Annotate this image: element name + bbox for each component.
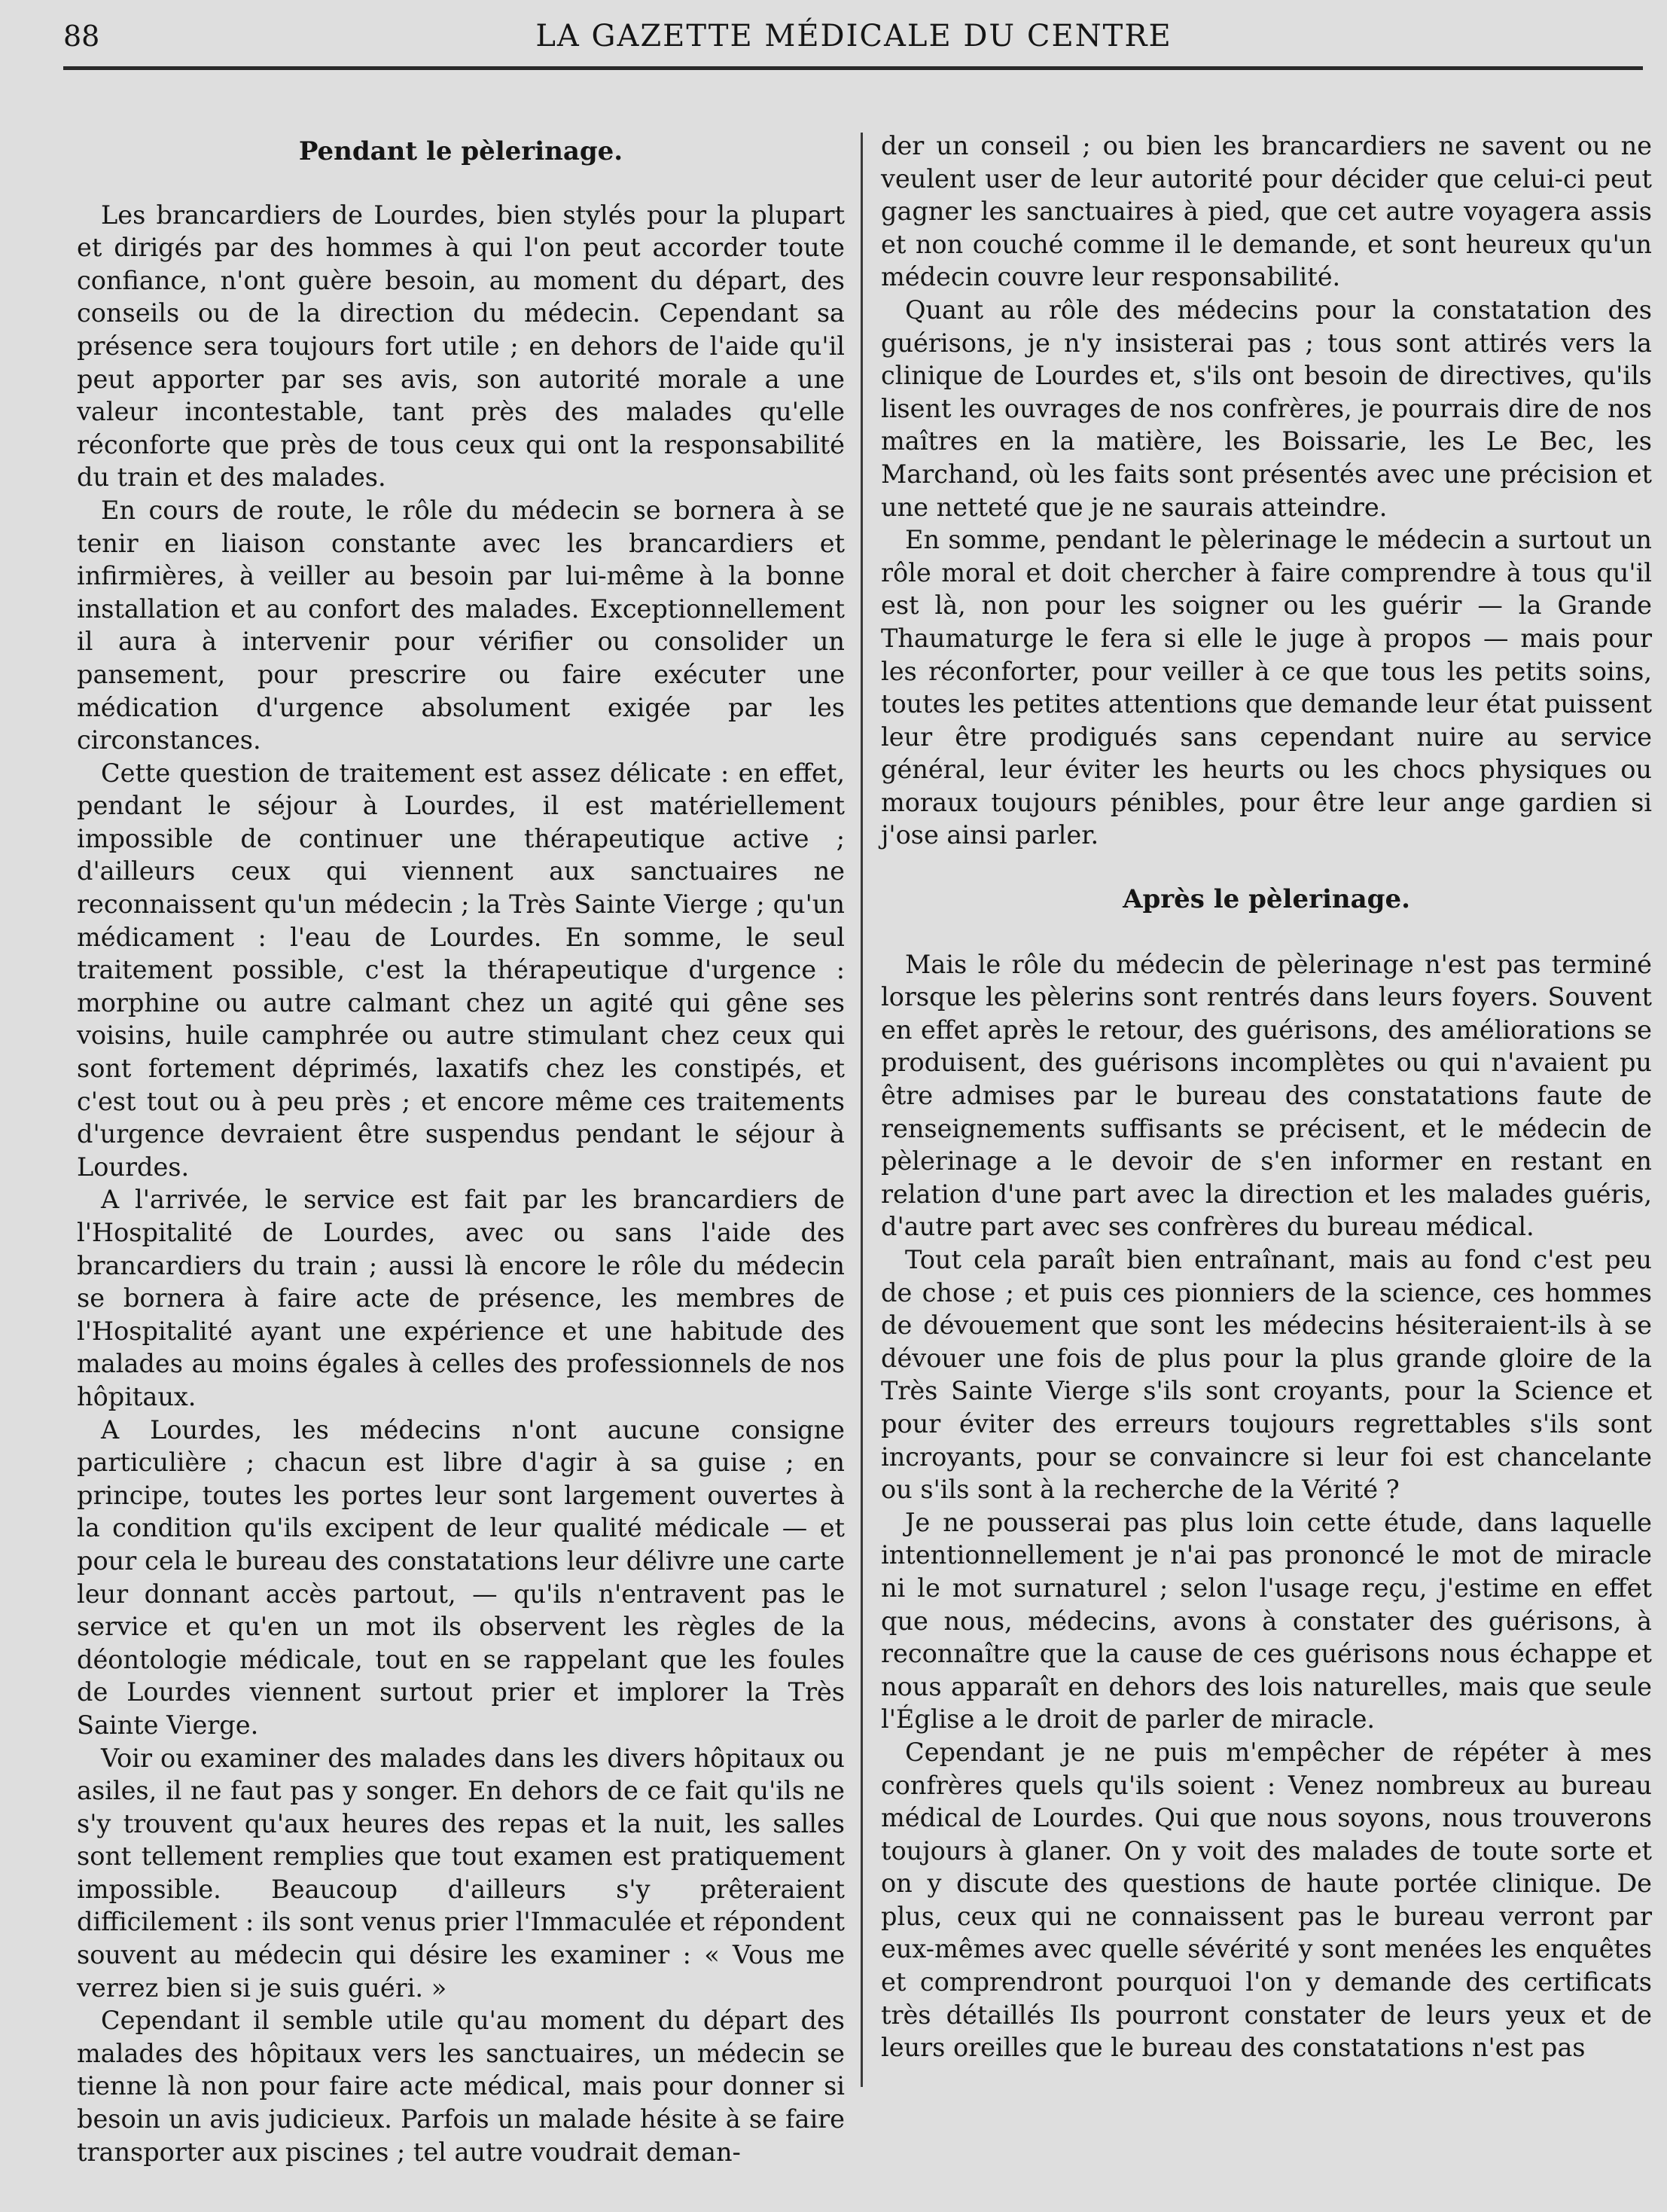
paragraph: Les brancardiers de Lourdes, bien stylés pour la plupart et dirigés par des hommes à qui l'on peut accorder toute confiance, n'ont guère besoin, au moment du départ, des conseils ou de la direction du médecin. Cependant sa présence sera toujours fort utile ; en dehors de l'aide qu'il peut apporter par ses avis, son autorité morale a une valeur incontestable, tant près des malades qu'elle réconforte que près de tous ceux qui ont la responsabilité du train et des malades. bbox=[77, 200, 845, 493]
paragraph: Voir ou examiner des malades dans les divers hôpitaux ou asiles, il ne faut pas y songer. En dehors de ce fait qu'ils ne s'y trouvent qu'aux heures des repas et la nuit, les salles sont tellement remplies que tout examen est pratiquement impossible. Beaucoup d'ailleurs s'y prêteraient difficilement : ils sont venus prier l'Immaculée et répondent souvent au médecin qui désire les examiner : « Vous me verrez bien si je suis guéri. » bbox=[77, 1743, 845, 2003]
journal-title: LA GAZETTE MÉDICALE DU CENTRE bbox=[535, 19, 1172, 53]
right-column bbox=[881, 130, 1652, 2064]
paragraph: En somme, pendant le pèlerinage le médecin a surtout un rôle moral et doit chercher à faire comprendre à tous qu'il est là, non pour les soigner ou les guérir — la Grande Thaumaturge le fera si elle le juge à propos — mais pour les réconforter, pour veiller à ce que tous les petits soins, toutes les petites attentions que demande leur état puissent leur être prodigués sans cependant nuire au service général, leur éviter les heurts ou les chocs physiques ou moraux toujours pénibles, pour être leur ange gardien si j'ose ainsi parler. bbox=[881, 525, 1652, 850]
left-column bbox=[77, 130, 845, 2168]
column-divider bbox=[861, 133, 863, 2087]
section-heading-after-pilgrimage: Après le pèlerinage. bbox=[1123, 884, 1410, 915]
paragraph: Cette question de traitement est assez délicate : en effet, pendant le séjour à Lourdes, il est matériellement impossible de continuer une thérapeutique active ; d'ailleurs ceux qui viennent aux sanctuaires ne reconnaissent qu'un médecin ; la Très Sainte Vierge ; qu'un médicament : l'eau de Lourdes. En somme, le seul traitement possible, c'est la thérapeutique d'urgence : morphine ou autre calmant chez un agité qui gêne ses voisins, huile camphrée ou autre stimulant chez ceux qui sont fortement déprimés, laxatifs chez les constipés, et c'est tout ou à peu près ; et encore même ces traitements d'urgence devraient être suspendus pendant le séjour à Lourdes. bbox=[77, 758, 845, 1182]
paragraph: Mais le rôle du médecin de pèlerinage n'est pas terminé lorsque les pèlerins sont rentrés dans leurs foyers. Souvent en effet après le retour, des guérisons, des améliorations se produisent, des guérisons incomplètes ou qui n'avaient pu être admises par le bureau des constatations faute de renseignements suffisants se précisent, et le médecin de pèlerinage a le devoir de s'en informer en restant en relation d'une part avec la direction et les malades guéris, d'autre part avec ses confrères du bureau médical. bbox=[881, 949, 1652, 1242]
paragraph: En cours de route, le rôle du médecin se bornera à se tenir en liaison constante avec les brancardiers et infirmières, à veiller au besoin par lui-même à la bonne installation et au confort des malades. Exceptionnellement il aura à intervenir pour vérifier ou consolider un pansement, pour prescrire ou faire exécuter une médication d'urgence absolument exigée par les circonstances. bbox=[77, 495, 845, 755]
paragraph: Cependant je ne puis m'empêcher de répéter à mes confrères quels qu'ils soient : Venez nombreux au bureau médical de Lourdes. Qui que nous soyons, nous trouverons toujours à glaner. On y voit des malades de toute sorte et on y discute des questions de haute portée clinique. De plus, ceux qui ne connaissent pas le bureau verront par eux-mêmes avec quelle sévérité y sont menées les enquêtes et comprendront pourquoi l'on y demande des certificats très détaillés Ils pourront constater de leurs yeux et de leurs oreilles que le bureau des constatations n'est pas bbox=[881, 1737, 1652, 2063]
section-heading-during-pilgrimage: Pendant le pèlerinage. bbox=[298, 136, 623, 166]
running-head bbox=[63, 14, 1644, 59]
paragraph: Cependant il semble utile qu'au moment du départ des malades des hôpitaux vers les sanctuaires, un médecin se tienne là non pour faire acte médical, mais pour donner si besoin un avis judicieux. Parfois un malade hésite à se faire transporter aux piscines ; tel autre voudrait deman- bbox=[77, 2006, 845, 2167]
paragraph: Je ne pousserai pas plus loin cette étude, dans laquelle intentionnellement je n'ai pas prononcé le mot de miracle ni le mot surnaturel ; selon l'usage reçu, j'estime en effet que nous, médecins, avons à constater des guérisons, à reconnaître que la cause de ces guérisons nous échappe et nous apparaît en dehors des lois naturelles, mais que seule l'Église a le droit de parler de miracle. bbox=[881, 1507, 1652, 1735]
paragraph: A l'arrivée, le service est fait par les brancardiers de l'Hospitalité de Lourdes, avec ou sans l'aide des brancardiers du train ; aussi là encore le rôle du médecin se bornera à faire acte de présence, les membres de l'Hospitalité ayant une expérience et une habitude des malades au moins égales à celles des professionnels de nos hôpitaux. bbox=[77, 1185, 845, 1411]
paragraph: Quant au rôle des médecins pour la constatation des guérisons, je n'y insisterai pas ; tous sont attirés vers la clinique de Lourdes et, s'ils ont besoin de directives, qu'ils lisent les ouvrages de nos confrères, je pourrais dire de nos maîtres en la matière, les Boissarie, les Le Bec, les Marchand, où les faits sont présentés avec une précision et une netteté que je ne saurais atteindre. bbox=[881, 294, 1652, 522]
paragraph: Tout cela paraît bien entraînant, mais au fond c'est peu de chose ; et puis ces pionniers de la science, ces hommes de dévouement que sont les médecins hésiteraient-ils à se dévouer une fois de plus pour la plus grande gloire de la Très Sainte Vierge s'ils sont croyants, pour la Science et pour éviter des erreurs toujours regrettables s'ils sont incroyants, pour se convaincre si leur foi est chancelante ou s'ils sont à la recherche de la Vérité ? bbox=[881, 1245, 1652, 1505]
paragraph-continuation: der un conseil ; ou bien les brancardiers ne savent ou ne veulent user de leur autorité pour décider que celui-ci peut gagner les sanctuaires à pied, que cet autre voyagera assis et non couché comme il le demande, et sont heureux qu'un médecin couvre leur responsabilité. bbox=[881, 131, 1652, 292]
paragraph: A Lourdes, les médecins n'ont aucune consigne particulière ; chacun est libre d'agir à sa guise ; en principe, toutes les portes leur sont largement ouvertes à la condition qu'ils excipent de leur qualité médicale — et pour cela le bureau des constatations leur délivre une carte leur donnant accès partout, — qu'ils n'entravent pas le service et qu'en un mot ils observent les règles de la déontologie médicale, tout en se rappelant que les foules de Lourdes viennent surtout prier et implorer la Très Sainte Vierge. bbox=[77, 1414, 845, 1740]
header-rule bbox=[63, 66, 1643, 70]
page-number: 88 bbox=[63, 20, 100, 53]
